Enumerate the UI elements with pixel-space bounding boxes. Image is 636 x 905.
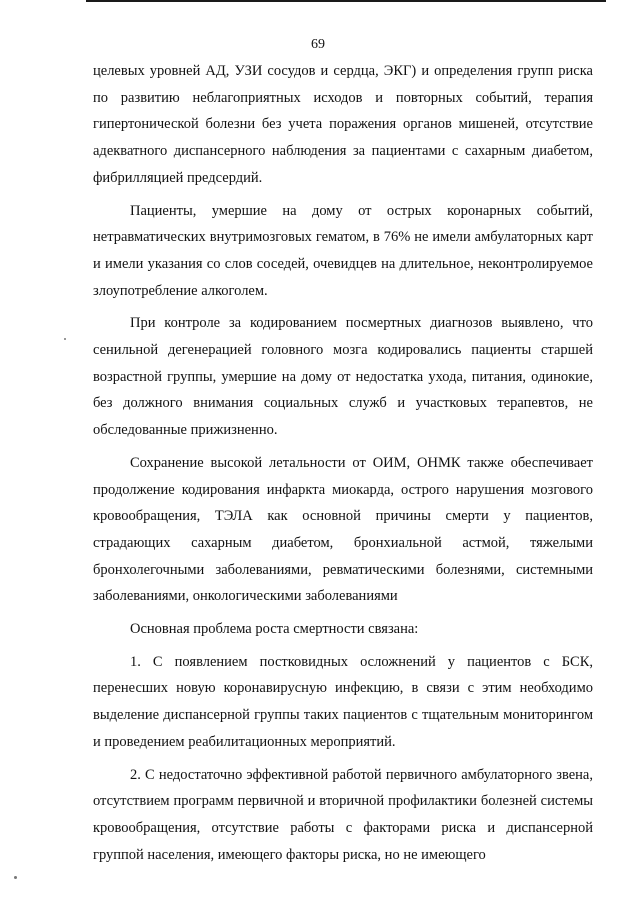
paragraph-high-lethality: Сохранение высокой летальности от ОИМ, ОНМК также обеспечивает продолжение кодирования инфаркта миокарда, острого нарушения мозгового кровообращения, ТЭЛА как основной причины смерти у пациентов, страдающих сахарным диабетом, бронхиальной астмой, тяжелыми бронхолегочными заболеваниями, ревматическими болезнями, системными заболеваниями, онкологическими заболеваниями xyxy=(93,454,593,605)
list-item-1: 1. С появлением постковидных осложнений у пациентов с БСК, перенесших новую коронавирусную инфекцию, в связи с этим необходимо выделение диспансерной группы таких пациентов с тщательным мониторингом и проведением реабилитационных мероприятий. xyxy=(93,653,593,750)
top-border-line xyxy=(86,0,606,2)
scan-artifact-dot xyxy=(14,876,17,879)
paragraph-coding-control: При контроле за кодированием посмертных диагнозов выявлено, что сенильной дегенерацией головного мозга кодировались пациенты старшей возрастной группы, умершие на дому от недостатка ухода, питания, одинокие, без должного внимания социальных служб и участковых терапевтов, не обследованные прижизненно. xyxy=(93,315,593,439)
list-item-2: 2. С недостаточно эффективной работой первичного амбулаторного звена, отсутствием программ первичной и вторичной профилактики болезней системы кровообращения, отсутствие работы с факторами риска и диспансерной группой населения, имеющего факторы риска, но не имеющего xyxy=(93,766,593,863)
paragraph-main-problem: Основная проблема роста смертности связана: xyxy=(130,621,419,638)
page-number: 69 xyxy=(311,37,325,52)
document-body xyxy=(93,58,593,868)
paragraph-patients-at-home: Пациенты, умершие на дому от острых коронарных событий, нетравматических внутримозговых гематом, в 76% не имели амбулаторных карт и имели указания со слов соседей, очевидцев на длительное, неконтролируемое злоупотребление алкоголем. xyxy=(93,202,593,299)
scan-artifact-dot xyxy=(64,338,66,340)
paragraph-continuation: целевых уровней АД, УЗИ сосудов и сердца, ЭКГ) и определения групп риска по развитию неблагоприятных исходов и повторных событий, терапия гипертонической болезни без учета поражения органов мишеней, отсутствие адекватного диспансерного наблюдения за пациентами с сахарным диабетом, фибрилляцией предсердий. xyxy=(93,63,593,186)
